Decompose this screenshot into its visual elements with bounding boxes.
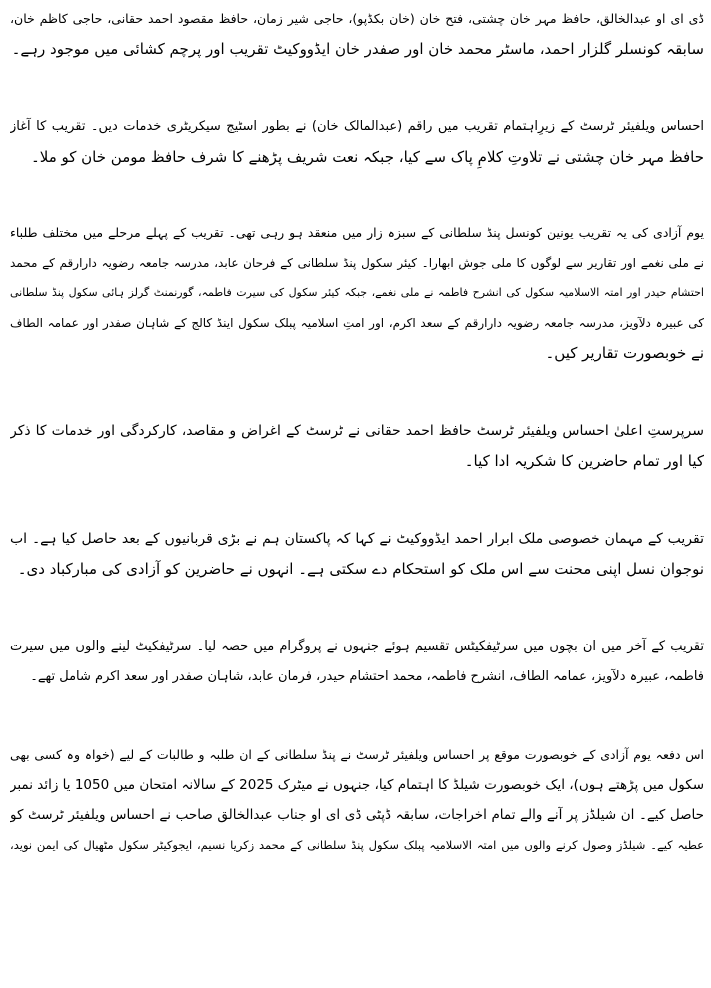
text-line: اس دفعہ یوم آزادی کے خوبصورت موقع پر احساس ویلفیئر ٹرسٹ نے پنڈ سلطانی کے ان طلبہ و طالبات کے لیے (خواہ وہ کسی بھی (10, 747, 704, 762)
paragraph-certificates (10, 632, 704, 692)
text-line: کی عبیرہ دلآویز، مدرسہ جامعہ رضویہ دارارقم کے سعد اکرم، اور امتِ اسلامیہ پبلک سکول اینڈ کالج کے شاہان صفدر اور عمامہ الطاف (10, 316, 704, 330)
text-line: نوجوان نسل اپنی محنت سے اس ملک کو استحکام دے سکتی ہے۔ انہوں نے حاضرین کو آزادی کی مبارکباد دی۔ (17, 560, 704, 578)
text-line: سرپرستِ اعلیٰ احساس ویلفیئر ٹرسٹ حافظ احمد حقانی نے ٹرسٹ کے اغراض و مقاصد، کارکردگی اور خدمات کا ذکر (10, 423, 704, 439)
document-page (10, 4, 704, 860)
text-line: سکول میں پڑھتے ہوں)، ایک خوبصورت شیلڈ کا اہتمام کیا، جنہوں نے میٹرک 2025 کے سالانہ امتحان میں 1050 یا زائد نمبر (10, 777, 704, 793)
text-line: یوم آزادی کی یہ تقریب یونین کونسل پنڈ سلطانی کے سبزہ زار میں منعقد ہو رہی تھی۔ تقریب کے پہلے مرحلے میں مختلف طلباء (10, 225, 704, 240)
paragraph-speeches (10, 218, 704, 368)
text-line: عطیہ کیے۔ شیلڈز وصول کرنے والوں میں امتہ الاسلامیہ پبلک سکول پنڈ سلطانی کے محمد زکریا نسیم، ایجوکیٹر سکول مٹھیال کی ایمن نوید، (10, 838, 704, 852)
text-line: حاصل کیے۔ ان شیلڈز پر آنے والے تمام اخراجات، سابقہ ڈپٹی ڈی ای او جناب عبدالخالق صاحب نے احساس ویلفیئر ٹرسٹ کو (10, 807, 704, 823)
text-line: تقریب کے آخر میں ان بچوں میں سرٹیفکیٹس تقسیم ہوئے جنہوں نے پروگرام میں حصہ لیا۔ سرٹیفکیٹ لینے والوں میں سیرت (10, 639, 704, 654)
text-line: نے خوبصورت تقاریر کیں۔ (545, 344, 704, 362)
text-line: حافظ مہر خان چشتی نے تلاوتِ کلامِ پاک سے کیا، جبکہ نعت شریف پڑھنے کا شرف حافظ مومن خان کو ملا۔ (30, 148, 704, 166)
text-line: کیا اور تمام حاضرین کا شکریہ ادا کیا۔ (464, 452, 704, 470)
text-line: احتشام حیدر اور امتہ الاسلامیہ سکول کی انشرح فاطمہ نے ملی نغمے، جبکہ کیئر سکول کی سیرت فاطمہ، گورنمنٹ گرلز ہائی سکول پنڈ سلطانی (10, 286, 704, 299)
paragraph-attendees (10, 4, 704, 64)
text-line: سابقہ کونسلر گلزار احمد، ماسٹر محمد خان اور صفدر خان ایڈووکیٹ تقریب اور پرچم کشائی میں موجود رہے۔ (11, 40, 704, 58)
text-line: نے ملی نغمے اور تقاریر سے لوگوں کا ملی جوش ابھارا۔ کیئر سکول پنڈ سلطانی کے فرحان عابد، مدرسہ جامعہ رضویہ دارارقم کے محمد (10, 256, 704, 270)
paragraph-opening (10, 112, 704, 172)
paragraph-patron (10, 416, 704, 476)
text-line: ڈی ای او عبدالخالق، حافظ مہر خان چشتی، فتح خان (خان بکڈپو)، حاجی شیر زمان، حافظ مقصود احمد حقانی، حاجی کاظم خان، (10, 11, 704, 26)
text-line: فاطمہ، عبیرہ دلآویز، عمامہ الطاف، انشرح فاطمہ، محمد احتشام حیدر، فرمان عابد، شاہان صفدر اور سعد اکرم شامل تھے۔ (30, 669, 704, 684)
paragraph-shields (10, 740, 704, 860)
text-line: احساس ویلفیئر ٹرسٹ کے زیرِاہتمام تقریب میں راقم (عبدالمالک خان) نے بطور اسٹیج سیکریٹری خدمات دیں۔ تقریب کا آغاز (10, 119, 704, 134)
paragraph-chief-guest (10, 524, 704, 584)
text-line: تقریب کے مہمان خصوصی ملک ابرار احمد ایڈووکیٹ نے کہا کہ پاکستان ہم نے بڑی قربانیوں کے بعد حاصل کیا ہے۔ اب (10, 531, 704, 547)
